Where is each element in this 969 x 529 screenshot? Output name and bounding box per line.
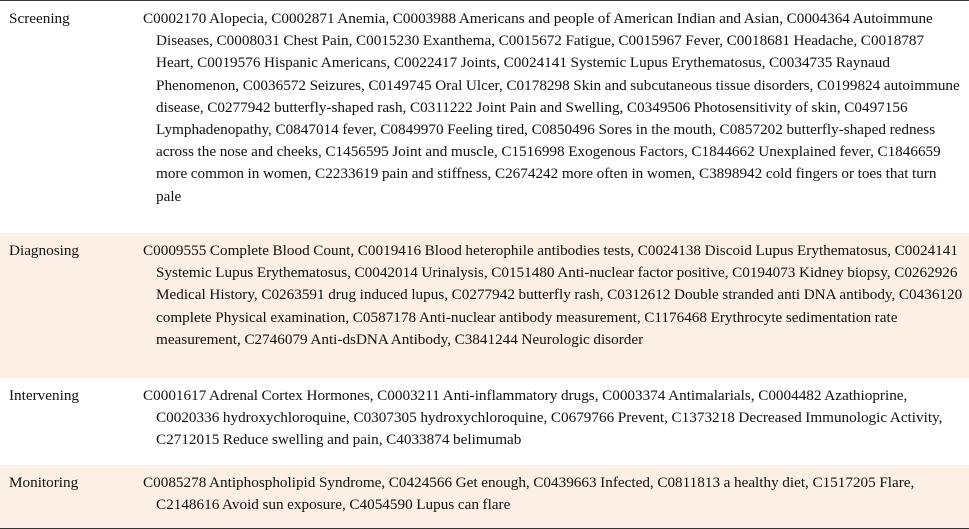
- table-row-diagnosing: [0, 233, 969, 378]
- stage-label-screening: Screening: [0, 1, 138, 234]
- concept-cell-diagnosing: [138, 233, 969, 378]
- table-row-monitoring: [0, 465, 969, 529]
- concept-list-diagnosing: C0009555 Complete Blood Count, C0019416 Blood heterophile antibodies tests, C0024138 Discoid Lupus Erythematosus, C0024141 Systemic Lupus Erythematosus, C0042014 Urinalysis, C0151480 Anti-nuclear factor positive, C0194073 Kidney biopsy, C0262926 Medical History, C0263591 drug induced lupus, C0277942 butterfly rash, C0312612 Double stranded anti DNA antibody, C0436120 complete Physical examination, C0587178 Anti-nuclear antibody measurement, C1176468 Erythrocyte sedimentation rate measurement, C2746079 Anti-dsDNA Antibody, C3841244 Neurologic disorder: [143, 242, 963, 348]
- concept-cell-screening: [138, 1, 969, 234]
- stage-label-intervening: Intervening: [9, 387, 80, 404]
- stage-label-diagnosing: Diagnosing: [0, 233, 138, 378]
- concept-list-screening: C0002170 Alopecia, C0002871 Anemia, C0003988 Americans and people of American Indian and Asian, C0004364 Autoimmune Diseases, C0008031 Chest Pain, C0015230 Exanthema, C0015672 Fatigue, C0015967 Fever, C0018681 Headache, C0018787 Heart, C0019576 Hispanic Americans, C0022417 Joints, C0024141 Systemic Lupus Erythematosus, C0034735 Raynaud Phenomenon, C0036572 Seizures, C0149745 Oral Ulcer, C0178298 Skin and subcutaneous tissue disorders, C0199824 autoimmune disease, C0277942 butterfly-shaped rash, C0311222 Joint Pain and Swelling, C0349506 Photosensitivity of skin, C0497156 Lymphadenopathy, C0847014 fever, C0849970 Feeling tired, C0850496 Sores in the mouth, C0857202 butterfly-shaped redness across the nose and cheeks, C1456595 Joint and muscle, C1516998 Exogenous Factors, C1844662 Unexplained fever, C1846659 more common in women, C2233619 pain and stiffness, C2674242 more often in women, C3898942 cold fingers or toes that turn pale: [143, 10, 960, 205]
- concept-cell-monitoring: [138, 465, 969, 529]
- stage-label-monitoring: Monitoring: [0, 465, 138, 529]
- concept-list-monitoring: C0085278 Antiphospholipid Syndrome, C0424566 Get enough, C0439663 Infected, C0811813 a healthy diet, C1517205 Flare, C2148616 Avoid sun exposure, C4054590 Lupus can flare: [143, 474, 915, 514]
- table-row-screening: [0, 1, 969, 234]
- concept-list-intervening: C0001617 Adrenal Cortex Hormones, C0003211 Anti-inflammatory drugs, C0003374 Antimalarials, C0004482 Azathioprine, C0020336 hydroxychloroquine, C0307305 hydroxychloroquine, C0679766 Prevent, C1373218 Decreased Immunologic Activity, C2712015 Reduce swelling and pain, C4033874 belimumab: [143, 387, 943, 449]
- concept-cell-intervening: [138, 378, 969, 465]
- table-row-intervening: [0, 378, 969, 465]
